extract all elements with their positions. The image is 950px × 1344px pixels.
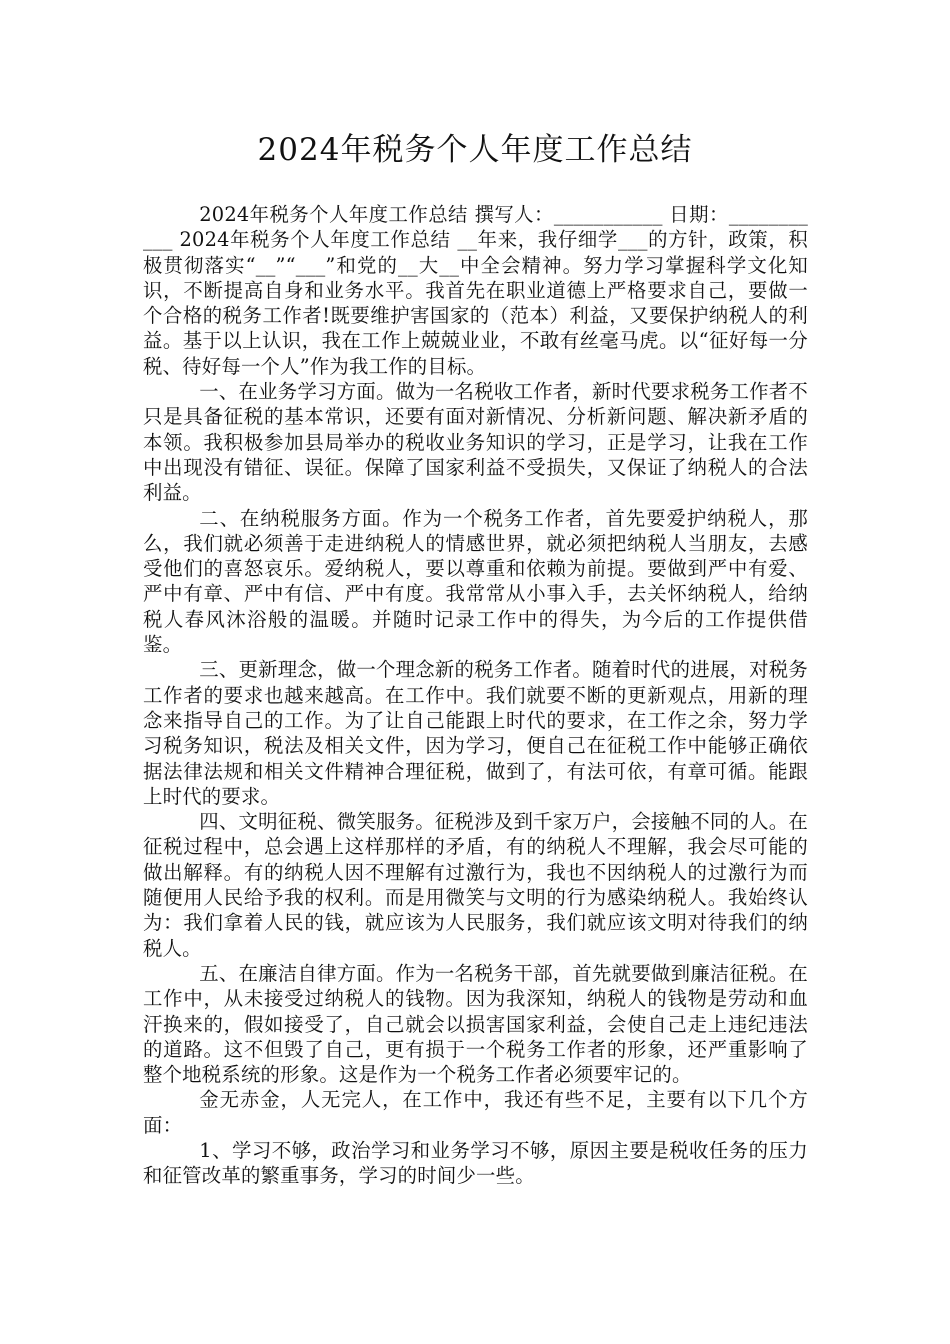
document-title: 2024年税务个人年度工作总结	[257, 132, 693, 168]
paragraph-new-concepts: 三、更新理念，做一个理念新的税务工作者。随着时代的进展，对税务工作者的要求也越来越高。在工作中。我们就要不断的更新观点，用新的理念来指导自己的工作。为了让自己能跟上时代的要求，在工作之余，努力学习税务知识，税法及相关文件，因为学习，便自己在征税工作中能够正确依据法律法规和相关文件精神合理征税，做到了，有法可依，有章可循。能跟上时代的要求。	[143, 658, 808, 808]
paragraph-shortcomings: 金无赤金，人无完人，在工作中，我还有些不足，主要有以下几个方面：	[143, 1088, 808, 1137]
paragraph-integrity: 五、在廉洁自律方面。作为一名税务干部，首先就要做到廉洁征税。在工作中，从未接受过纳税人的钱物。因为我深知，纳税人的钱物是劳动和血汗换来的，假如接受了，自己就会以损害国家利益，会使自己走上违纪违法的道路。这不但毁了自己，更有损于一个税务工作者的形象，还严重影响了整个地税系统的形象。这是作为一个税务工作者必须要牢记的。	[143, 961, 808, 1087]
paragraph-civilized-taxation: 四、文明征税、微笑服务。征税涉及到千家万户，会接触不同的人。在征税过程中，总会遇上这样那样的矛盾，有的纳税人不理解，我会尽可能的做出解释。有的纳税人因不理解有过激行为，我也不因纳税人的过激行为而随便用人民给予我的权利。而是用微笑与文明的行为感染纳税人。我始终认为：我们拿着人民的钱，就应该为人民服务，我们就应该文明对待我们的纳税人。	[143, 810, 808, 960]
document-body	[143, 202, 808, 1189]
paragraph-taxpayer-service: 二、在纳税服务方面。作为一个税务工作者，首先要爱护纳税人，那么，我们就必须善于走进纳税人的情感世界，就必须把纳税人当朋友，去感受他们的喜怒哀乐。爱纳税人，要以尊重和依赖为前提。要做到严中有爱、严中有章、严中有信、严中有度。我常常从小事入手，去关怀纳税人，给纳税人春风沐浴般的温暖。并随时记录工作中的得失，为今后的工作提供借鉴。	[143, 506, 808, 657]
paragraph-intro: 2024年税务个人年度工作总结 撰写人：___________ 日期：___________ 2024年税务个人年度工作总结 __年来，我仔细学___的方针，政策，积极贯彻落实“__”“___”和党的__大__中全会精神。努力学习掌握科学文化知识，不断提高自身和业务水平。我首先在职业道德上严格要求自己，要做一个合格的税务工作者!既要维护害国家的（范本）利益，又要保护纳税人的利益。基于以上认识，我在工作上兢兢业业，不敢有丝毫马虎。以“征好每一分税、待好每一个人”作为我工作的目标。	[143, 203, 808, 378]
paragraph-business-study: 一、在业务学习方面。做为一名税收工作者，新时代要求税务工作者不只是具备征税的基本常识，还要有面对新情况、分析新问题、解决新矛盾的本领。我积极参加县局举办的税收业务知识的学习，正是学习，让我在工作中出现没有错征、误征。保障了国家利益不受损失，又保证了纳税人的合法利益。	[143, 380, 808, 505]
paragraph-shortcoming-1: 1、学习不够，政治学习和业务学习不够，原因主要是税收任务的压力和征管改革的繁重事务，学习的时间少一些。	[143, 1138, 808, 1188]
